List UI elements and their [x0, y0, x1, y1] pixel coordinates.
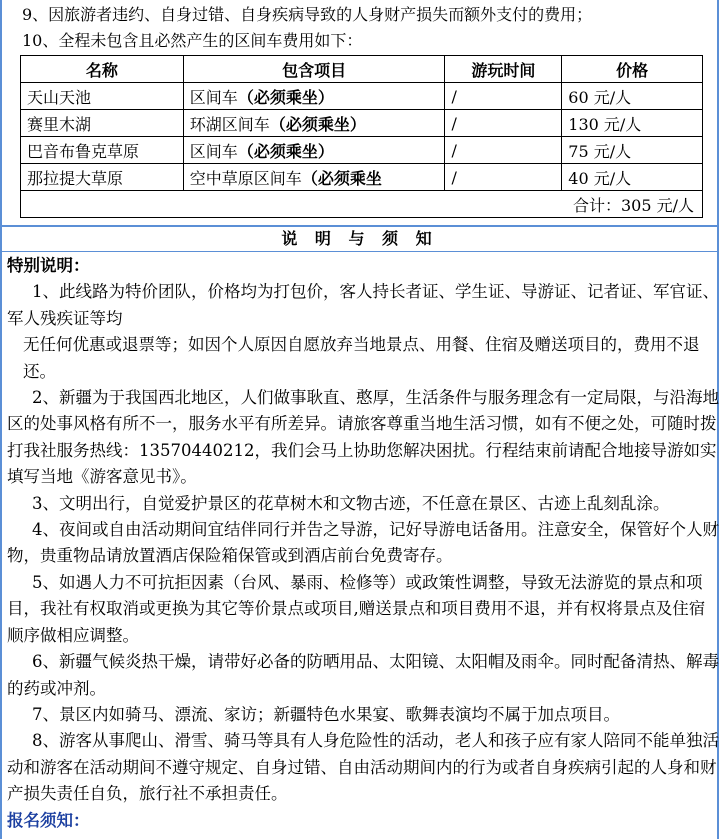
- cell-price: 130 元/人: [562, 110, 703, 137]
- notice-heading: 说 明 与 须 知: [2, 227, 717, 252]
- cell-price: 60 元/人: [562, 83, 703, 110]
- cell-name: 天山天池: [21, 83, 184, 110]
- shuttle-fee-table: [20, 55, 703, 218]
- cell-time: /: [445, 83, 562, 110]
- note-paragraph-6: 6、新疆气候炎热干燥，请带好必备的防晒用品、太阳镜、太阳帽及雨伞。同时配备清热、解毒的药或冲剂。: [7, 652, 719, 698]
- cell-time: /: [445, 137, 562, 164]
- header-name: 名称: [21, 56, 184, 83]
- item-text: 空中草原区间车: [189, 168, 302, 188]
- table-row: [21, 83, 703, 110]
- notice-body: [7, 253, 719, 834]
- note-paragraph-1-cont: 无任何优惠或退票等；如因个人原因自愿放弃当地景点、用餐、住宿及赠送项目的，费用不退还。: [23, 335, 700, 381]
- fee-section: [2, 0, 717, 227]
- mandatory-note: （必须乘坐）: [237, 141, 334, 161]
- mandatory-note: （必须乘坐）: [269, 114, 366, 134]
- cell-item: [183, 110, 445, 137]
- item-text: 环湖区间车: [189, 114, 270, 134]
- clause-9: 9、因旅游者违约、自身过错、自身疾病导致的人身财产损失而额外支付的费用；: [22, 5, 593, 24]
- cell-item: [183, 164, 445, 191]
- header-price: 价格: [562, 56, 703, 83]
- clause-10: 10、全程未包含且必然产生的区间车费用如下：: [22, 31, 363, 50]
- cell-name: 巴音布鲁克草原: [21, 137, 184, 164]
- cell-price: 40 元/人: [562, 164, 703, 191]
- cell-time: /: [445, 110, 562, 137]
- table-header-row: [21, 56, 703, 83]
- item-text: 区间车: [189, 87, 238, 107]
- note-paragraph-7: 7、景区内如骑马、漂流、家访；新疆特色水果宴、歌舞表演均不属于加点项目。: [32, 704, 620, 724]
- table-row: [21, 137, 703, 164]
- note-paragraph-5: 5、如遇人力不可抗拒因素（台风、暴雨、检修等）或政策性调整，导致无法游览的景点和项目，我社有权取消或更换为其它等价景点或项目,赠送景点和项目费用不退，并有权将景点及住宿顺序做相应调整。: [7, 572, 706, 645]
- header-item: 包含项目: [183, 56, 445, 83]
- note-paragraph-2: 2、新疆为于我国西北地区，人们做事耿直、憨厚，生活条件与服务理念有一定局限，与沿海地区的处事风格有所不一，服务水平有所差异。请旅客尊重当地生活习惯，如有不便之处，可随时拨打我社服务热线：13570440212，我们会马上协助您解决困扰。行程结束前请配合地接导游如实填写当地《游客意见书》。: [7, 388, 719, 487]
- note-paragraph-3: 3、文明出行，自觉爱护景区的花草树木和文物古迹，不任意在景区、古迹上乱刻乱涂。: [32, 493, 670, 513]
- cell-name: 那拉提大草原: [21, 164, 184, 191]
- header-time: 游玩时间: [445, 56, 562, 83]
- cell-name: 赛里木湖: [21, 110, 184, 137]
- cell-time: /: [445, 164, 562, 191]
- mandatory-note: （必须乘坐）: [237, 87, 334, 107]
- registration-title: 报名须知：: [7, 810, 90, 830]
- cell-item: [183, 83, 445, 110]
- mandatory-note: （必须乘坐: [301, 168, 382, 188]
- note-paragraph-8: 8、游客从事爬山、滑雪、骑马等具有人身危险性的活动，老人和孩子应有家人陪同不能单独活动和游客在活动期间不遵守规定、自身过错、自由活动期间内的行为或者自身疾病引起的人身和财产损失责任自负，旅行社不承担责任。: [7, 731, 719, 804]
- note-paragraph-1: 1、此线路为特价团队，价格均为打包价，客人持长者证、学生证、导游证、记者证、军官证、军人残疾证等均: [7, 282, 719, 328]
- table-row: [21, 110, 703, 137]
- note-paragraph-4: 4、夜间或自由活动期间宜结伴同行并告之导游，记好导游电话备用。注意安全，保管好个人财物，贵重物品请放置酒店保险箱保管或到酒店前台免费寄存。: [7, 520, 719, 566]
- table-total-row: [21, 191, 703, 218]
- cell-price: 75 元/人: [562, 137, 703, 164]
- total-price: 合计：305 元/人: [21, 191, 703, 218]
- table-row: [21, 164, 703, 191]
- item-text: 区间车: [189, 141, 238, 161]
- cell-item: [183, 137, 445, 164]
- special-notes-title: 特别说明：: [7, 256, 90, 275]
